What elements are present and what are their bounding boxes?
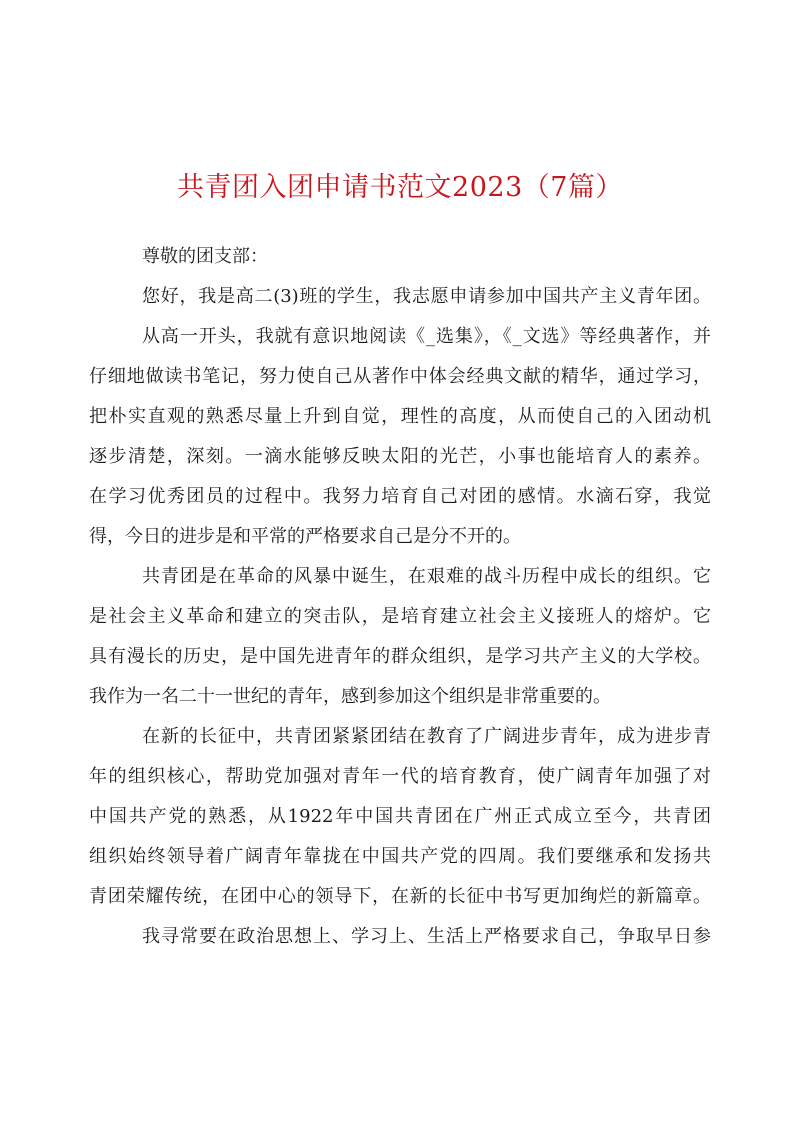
- study-paragraph: [89, 317, 711, 557]
- paragraph-line: 从高一开头，我就有意识地阅读《_选集》，《_文选》等经典著作，并: [142, 326, 711, 347]
- paragraph-line: 年的组织核心，帮助党加强对青年一代的培育教育，使广阔青年加强了对: [89, 766, 711, 787]
- document-title: 共青团入团申请书范文2023（7篇）: [177, 172, 623, 203]
- paragraph-line: 具有漫长的历史，是中国先进青年的群众组织，是学习共产主义的大学校。: [89, 646, 711, 667]
- history-paragraph: [89, 717, 711, 917]
- paragraph-line: 仔细地做读书笔记，努力使自己从著作中体会经典文献的精华，通过学习，: [89, 366, 711, 387]
- paragraph-line: 得，今日的进步是和平常的严格要求自己是分不开的。: [89, 526, 521, 547]
- paragraph-line: 我作为一名二十一世纪的青年，感到参加这个组织是非常重要的。: [89, 686, 611, 707]
- document-body: [89, 237, 711, 957]
- paragraph-line: 在新的长征中，共青团紧紧团结在教育了广阔进步青年，成为进步青: [142, 726, 711, 747]
- paragraph-line: 青团荣耀传统，在团中心的领导下，在新的长征中书写更加绚烂的新篇章。: [89, 886, 711, 907]
- paragraph-line: 把朴实直观的熟悉尽量上升到自觉，理性的高度，从而使自己的入团动机: [89, 406, 711, 427]
- commitment-paragraph: [89, 917, 711, 957]
- paragraph-line: 逐步清楚，深刻。一滴水能够反映太阳的光芒，小事也能培育人的素养。: [89, 446, 711, 467]
- salutation-line: 尊敬的团支部：: [142, 246, 268, 267]
- league-paragraph: [89, 557, 711, 717]
- paragraph-line: 组织始终领导着广阔青年靠拢在中国共产党的四周。我们要继承和发扬共: [89, 846, 711, 867]
- paragraph-line: 在学习优秀团员的过程中。我努力培育自己对团的感情。水滴石穿，我觉: [89, 486, 711, 507]
- paragraph-line: 您好，我是高二(3)班的学生，我志愿申请参加中国共产主义青年团。: [142, 286, 711, 307]
- paragraph-line: 中国共产党的熟悉，从1922年中国共青团在广州正式成立至今，共青团: [89, 806, 711, 827]
- greeting-paragraph: [89, 277, 711, 317]
- paragraph-line: 是社会主义革命和建立的突击队，是培育建立社会主义接班人的熔炉。它: [89, 606, 711, 627]
- paragraph-line: 我寻常要在政治思想上、学习上、生活上严格要求自己，争取早日参: [142, 926, 711, 947]
- salutation-paragraph: [89, 237, 711, 277]
- paragraph-line: 共青团是在革命的风暴中诞生，在艰难的战斗历程中成长的组织。它: [142, 566, 711, 587]
